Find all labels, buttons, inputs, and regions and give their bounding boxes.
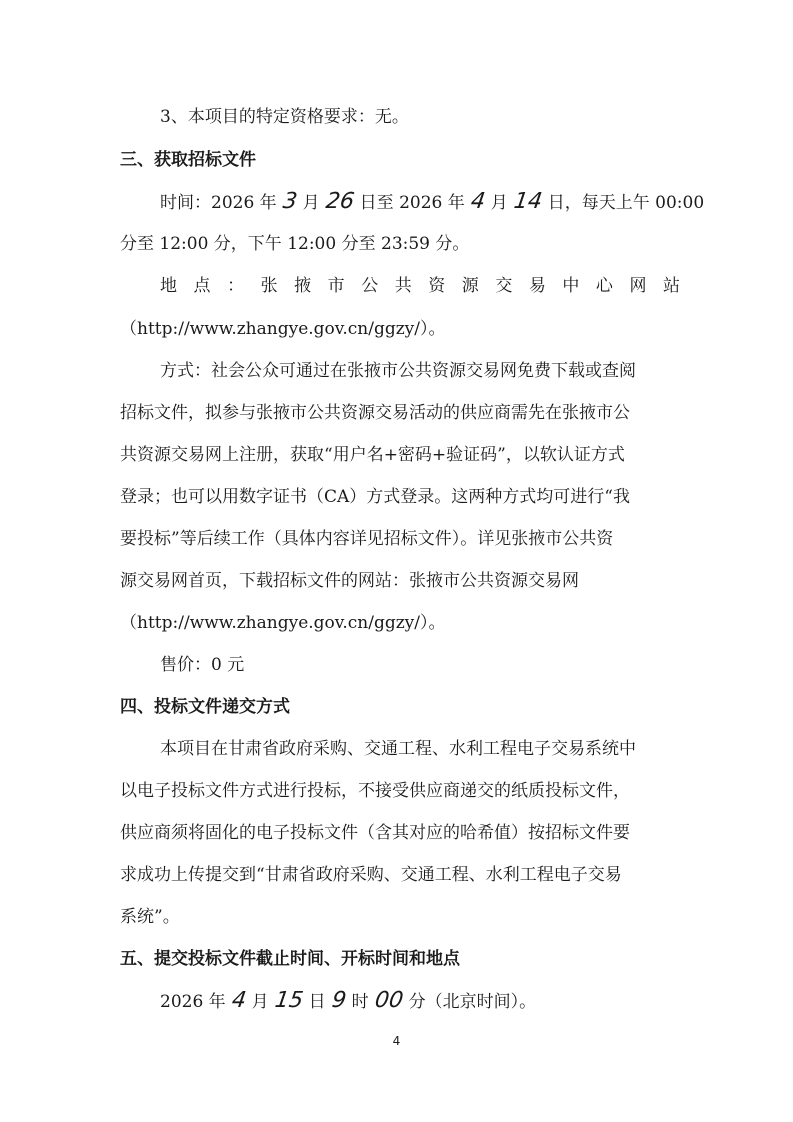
deadline-minute-label: 分（北京时间）。: [408, 992, 537, 1012]
method-line-2: 招标文件，拟参与张掖市公共资源交易活动的供应商需先在张掖市公: [120, 403, 630, 423]
method-line-5: 要投标”等后续工作（具体内容详见招标文件）。详见张掖市公共资: [120, 529, 614, 549]
section-heading-submission-method: 四、投标文件递交方式: [120, 697, 290, 717]
submission-line-2: 以电子投标文件方式进行投标，不接受供应商递交的纸质投标文件，: [120, 781, 630, 801]
to-year-label: 日至 2026 年: [359, 193, 465, 213]
submission-line-1: 本项目在甘肃省政府采购、交通工程、水利工程电子交易系统中: [160, 739, 636, 759]
handwritten-start-day: 26: [323, 189, 356, 214]
deadline-line: [160, 990, 680, 1013]
submission-line-5: 系统”。: [120, 907, 180, 927]
page-number: 4: [392, 1034, 401, 1048]
deadline-hour-label: 时: [351, 992, 369, 1012]
month-label: 月: [302, 193, 320, 213]
handwritten-end-day: 14: [512, 189, 544, 214]
submission-line-4: 求成功上传提交到“甘肃省政府采购、交通工程、水利工程电子交易: [120, 865, 622, 885]
section-heading-obtain-documents: 三、获取招标文件: [120, 150, 256, 170]
handwritten-deadline-minute: 00: [372, 988, 405, 1013]
method-url: （http://www.zhangye.gov.cn/ggzy/）。: [120, 613, 446, 633]
handwritten-end-month: 4: [469, 189, 487, 214]
method-line-6: 源交易网首页，下载招标文件的网站：张掖市公共资源交易网: [120, 571, 579, 591]
deadline-month-label: 月: [251, 992, 269, 1012]
deadline-year-label: 2026 年: [160, 992, 226, 1012]
submission-line-3: 供应商须将固化的电子投标文件（含其对应的哈希值）按招标文件要: [120, 823, 630, 843]
handwritten-deadline-month: 4: [229, 988, 248, 1013]
deadline-day-label: 日: [308, 992, 326, 1012]
time-line-continued: 分至 12:00 分，下午 12:00 分至 23:59 分。: [120, 234, 470, 254]
handwritten-deadline-hour: 9: [329, 988, 348, 1013]
method-line-4: 登录；也可以用数字证书（CA）方式登录。这两种方式均可进行“我: [120, 487, 630, 507]
qualification-requirement: 3、本项目的特定资格要求：无。: [160, 107, 409, 127]
location-line: 地 点 ： 张 掖 市 公 共 资 源 交 易 中 心 网 站: [160, 276, 680, 296]
handwritten-deadline-day: 15: [272, 988, 305, 1013]
location-url: （http://www.zhangye.gov.cn/ggzy/）。: [120, 319, 446, 339]
time-label: 时间：2026 年: [160, 193, 277, 213]
daily-hours-label: 日，每天上午 00:00: [547, 193, 705, 213]
price-line: 售价：0 元: [160, 655, 245, 675]
time-line: [160, 189, 705, 214]
handwritten-start-month: 3: [280, 189, 299, 214]
method-line-1: 方式：社会公众可通过在张掖市公共资源交易网免费下载或查阅: [160, 361, 636, 381]
section-heading-deadline: 五、提交投标文件截止时间、开标时间和地点: [120, 949, 460, 969]
month-label-2: 月: [490, 193, 508, 213]
method-line-3: 共资源交易网上注册，获取“用户名+密码+验证码”，以软认证方式: [120, 445, 625, 465]
